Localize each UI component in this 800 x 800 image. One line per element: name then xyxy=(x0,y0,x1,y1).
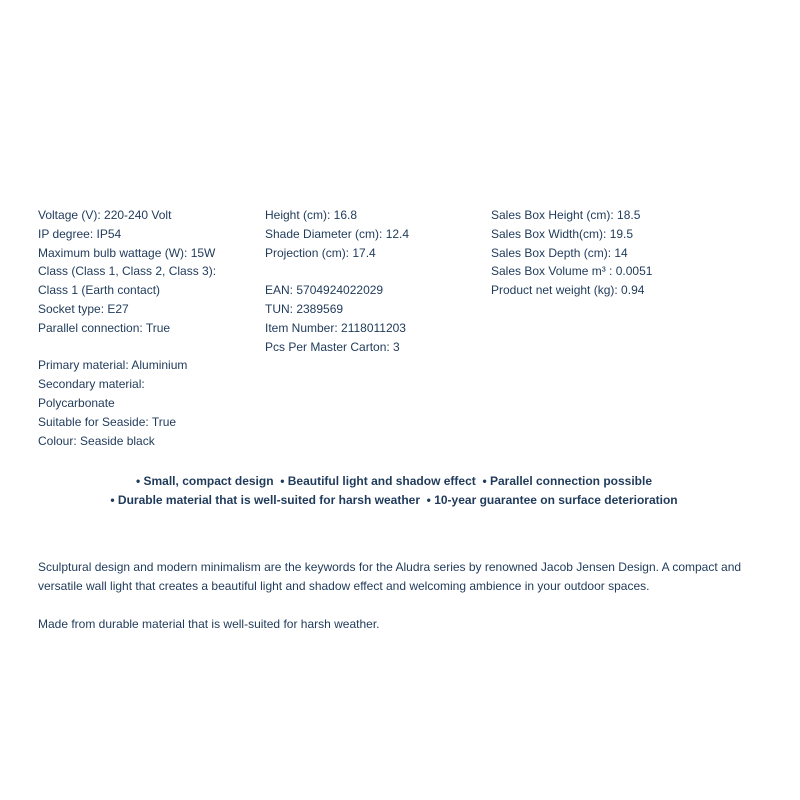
spec-item-number: Item Number: 2118011203 xyxy=(265,320,406,335)
spec-box-width: Sales Box Width(cm): 19.5 xyxy=(491,226,634,241)
spec-class-value: Class 1 (Earth contact) xyxy=(38,283,161,298)
spec-class-label: Class (Class 1, Class 2, Class 3): xyxy=(38,264,217,279)
spec-net-weight: Product net weight (kg): 0.94 xyxy=(491,283,645,298)
spec-box-volume: Sales Box Volume m³ : 0.0051 xyxy=(491,264,653,279)
spec-colour: Colour: Seaside black xyxy=(38,433,155,448)
spec-projection: Projection (cm): 17.4 xyxy=(265,245,376,260)
spec-parallel-connection: Parallel connection: True xyxy=(38,320,171,335)
spec-suitable-seaside: Suitable for Seaside: True xyxy=(38,414,177,429)
spacer xyxy=(265,262,485,281)
spec-tun: TUN: 2389569 xyxy=(265,301,344,316)
feature-item: • Small, compact design xyxy=(135,474,274,488)
spec-ean: EAN: 5704924022029 xyxy=(265,283,384,298)
feature-item: • 10-year guarantee on surface deterioration xyxy=(426,493,678,507)
spec-height: Height (cm): 16.8 xyxy=(265,208,358,222)
spec-primary-material: Primary material: Aluminium xyxy=(38,358,188,373)
spec-socket-type: Socket type: E27 xyxy=(38,301,129,316)
feature-highlights xyxy=(40,472,748,510)
description-paragraph: Sculptural design and modern minimalism are the keywords for the Aludra series by renowned Jacob Jensen Design. A compact and versatile wall light that creates a beautiful light and shadow effect and welcoming ambience in your outdoor spaces. xyxy=(38,560,742,593)
description-paragraph: Made from durable material that is well-suited for harsh weather. xyxy=(38,617,380,631)
spec-secondary-material-label: Secondary material: xyxy=(38,377,145,392)
spec-secondary-material-value: Polycarbonate xyxy=(38,395,115,410)
spec-shade-diameter: Shade Diameter (cm): 12.4 xyxy=(265,226,410,241)
spec-column-electrical-material xyxy=(38,206,258,450)
spec-pcs-per-carton: Pcs Per Master Carton: 3 xyxy=(265,339,400,354)
feature-item: • Beautiful light and shadow effect xyxy=(280,474,476,488)
feature-item: • Durable material that is well-suited for harsh weather xyxy=(110,493,420,507)
spec-box-depth: Sales Box Depth (cm): 14 xyxy=(491,245,628,260)
product-description xyxy=(38,558,758,653)
spec-column-packaging xyxy=(491,206,731,300)
spec-column-dimensions-codes xyxy=(265,206,485,356)
feature-item: • Parallel connection possible xyxy=(482,474,653,488)
spec-box-height: Sales Box Height (cm): 18.5 xyxy=(491,208,641,222)
spec-max-wattage: Maximum bulb wattage (W): 15W xyxy=(38,245,216,260)
spec-voltage: Voltage (V): 220-240 Volt xyxy=(38,208,172,222)
spacer xyxy=(38,338,258,357)
spec-ip-degree: IP degree: IP54 xyxy=(38,226,122,241)
